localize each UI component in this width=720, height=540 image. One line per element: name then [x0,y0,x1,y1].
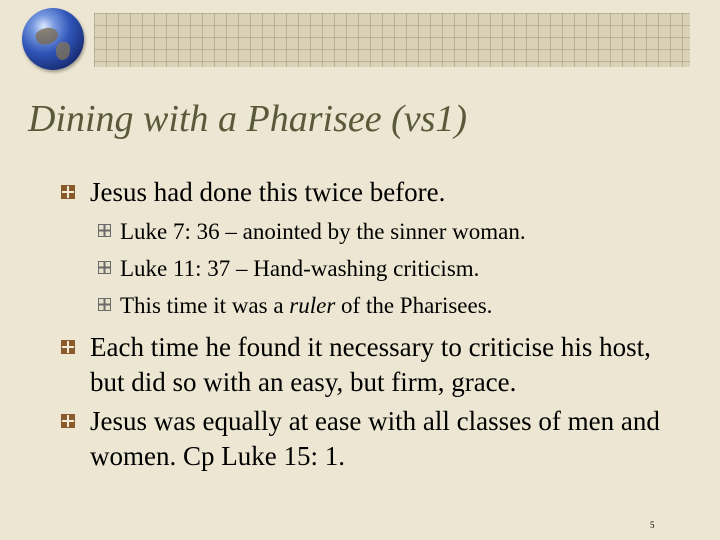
bullet-list [60,170,680,474]
cross-bullet-icon [60,339,76,355]
cross-bullet-icon [60,413,76,429]
sub-bullet-item [60,287,680,324]
bullet-item [60,175,680,210]
sub-bullet-text: Luke 11: 37 – Hand-washing criticism. [120,256,480,281]
sub-bullet-item [60,250,680,287]
bullet-text: Each time he found it necessary to criticise his host, but did so with an easy, but firm, grace. [90,332,651,397]
bullet-text: Jesus had done this twice before. [90,177,446,207]
slide-title: Dining with a Pharisee (vs1) [28,98,468,140]
sub-bullet-item [60,213,680,250]
cross-bullet-icon [98,298,111,311]
bullet-item [60,330,680,400]
globe-icon [22,8,84,70]
cross-bullet-icon [60,184,76,200]
bullet-text: Jesus was equally at ease with all classes of men and women. Cp Luke 15: 1. [90,406,660,471]
cross-bullet-icon [98,261,111,274]
cross-bullet-icon [98,224,111,237]
page-number: 5 [650,520,655,530]
sub-bullet-text-part: of the Pharisees. [335,293,493,318]
sub-bullet-text: Luke 7: 36 – anointed by the sinner woman. [120,219,526,244]
map-banner [94,13,690,67]
sub-bullet-text-part: This time it was a [120,293,290,318]
emphasis-text: ruler [289,293,336,318]
bullet-item [60,404,680,474]
